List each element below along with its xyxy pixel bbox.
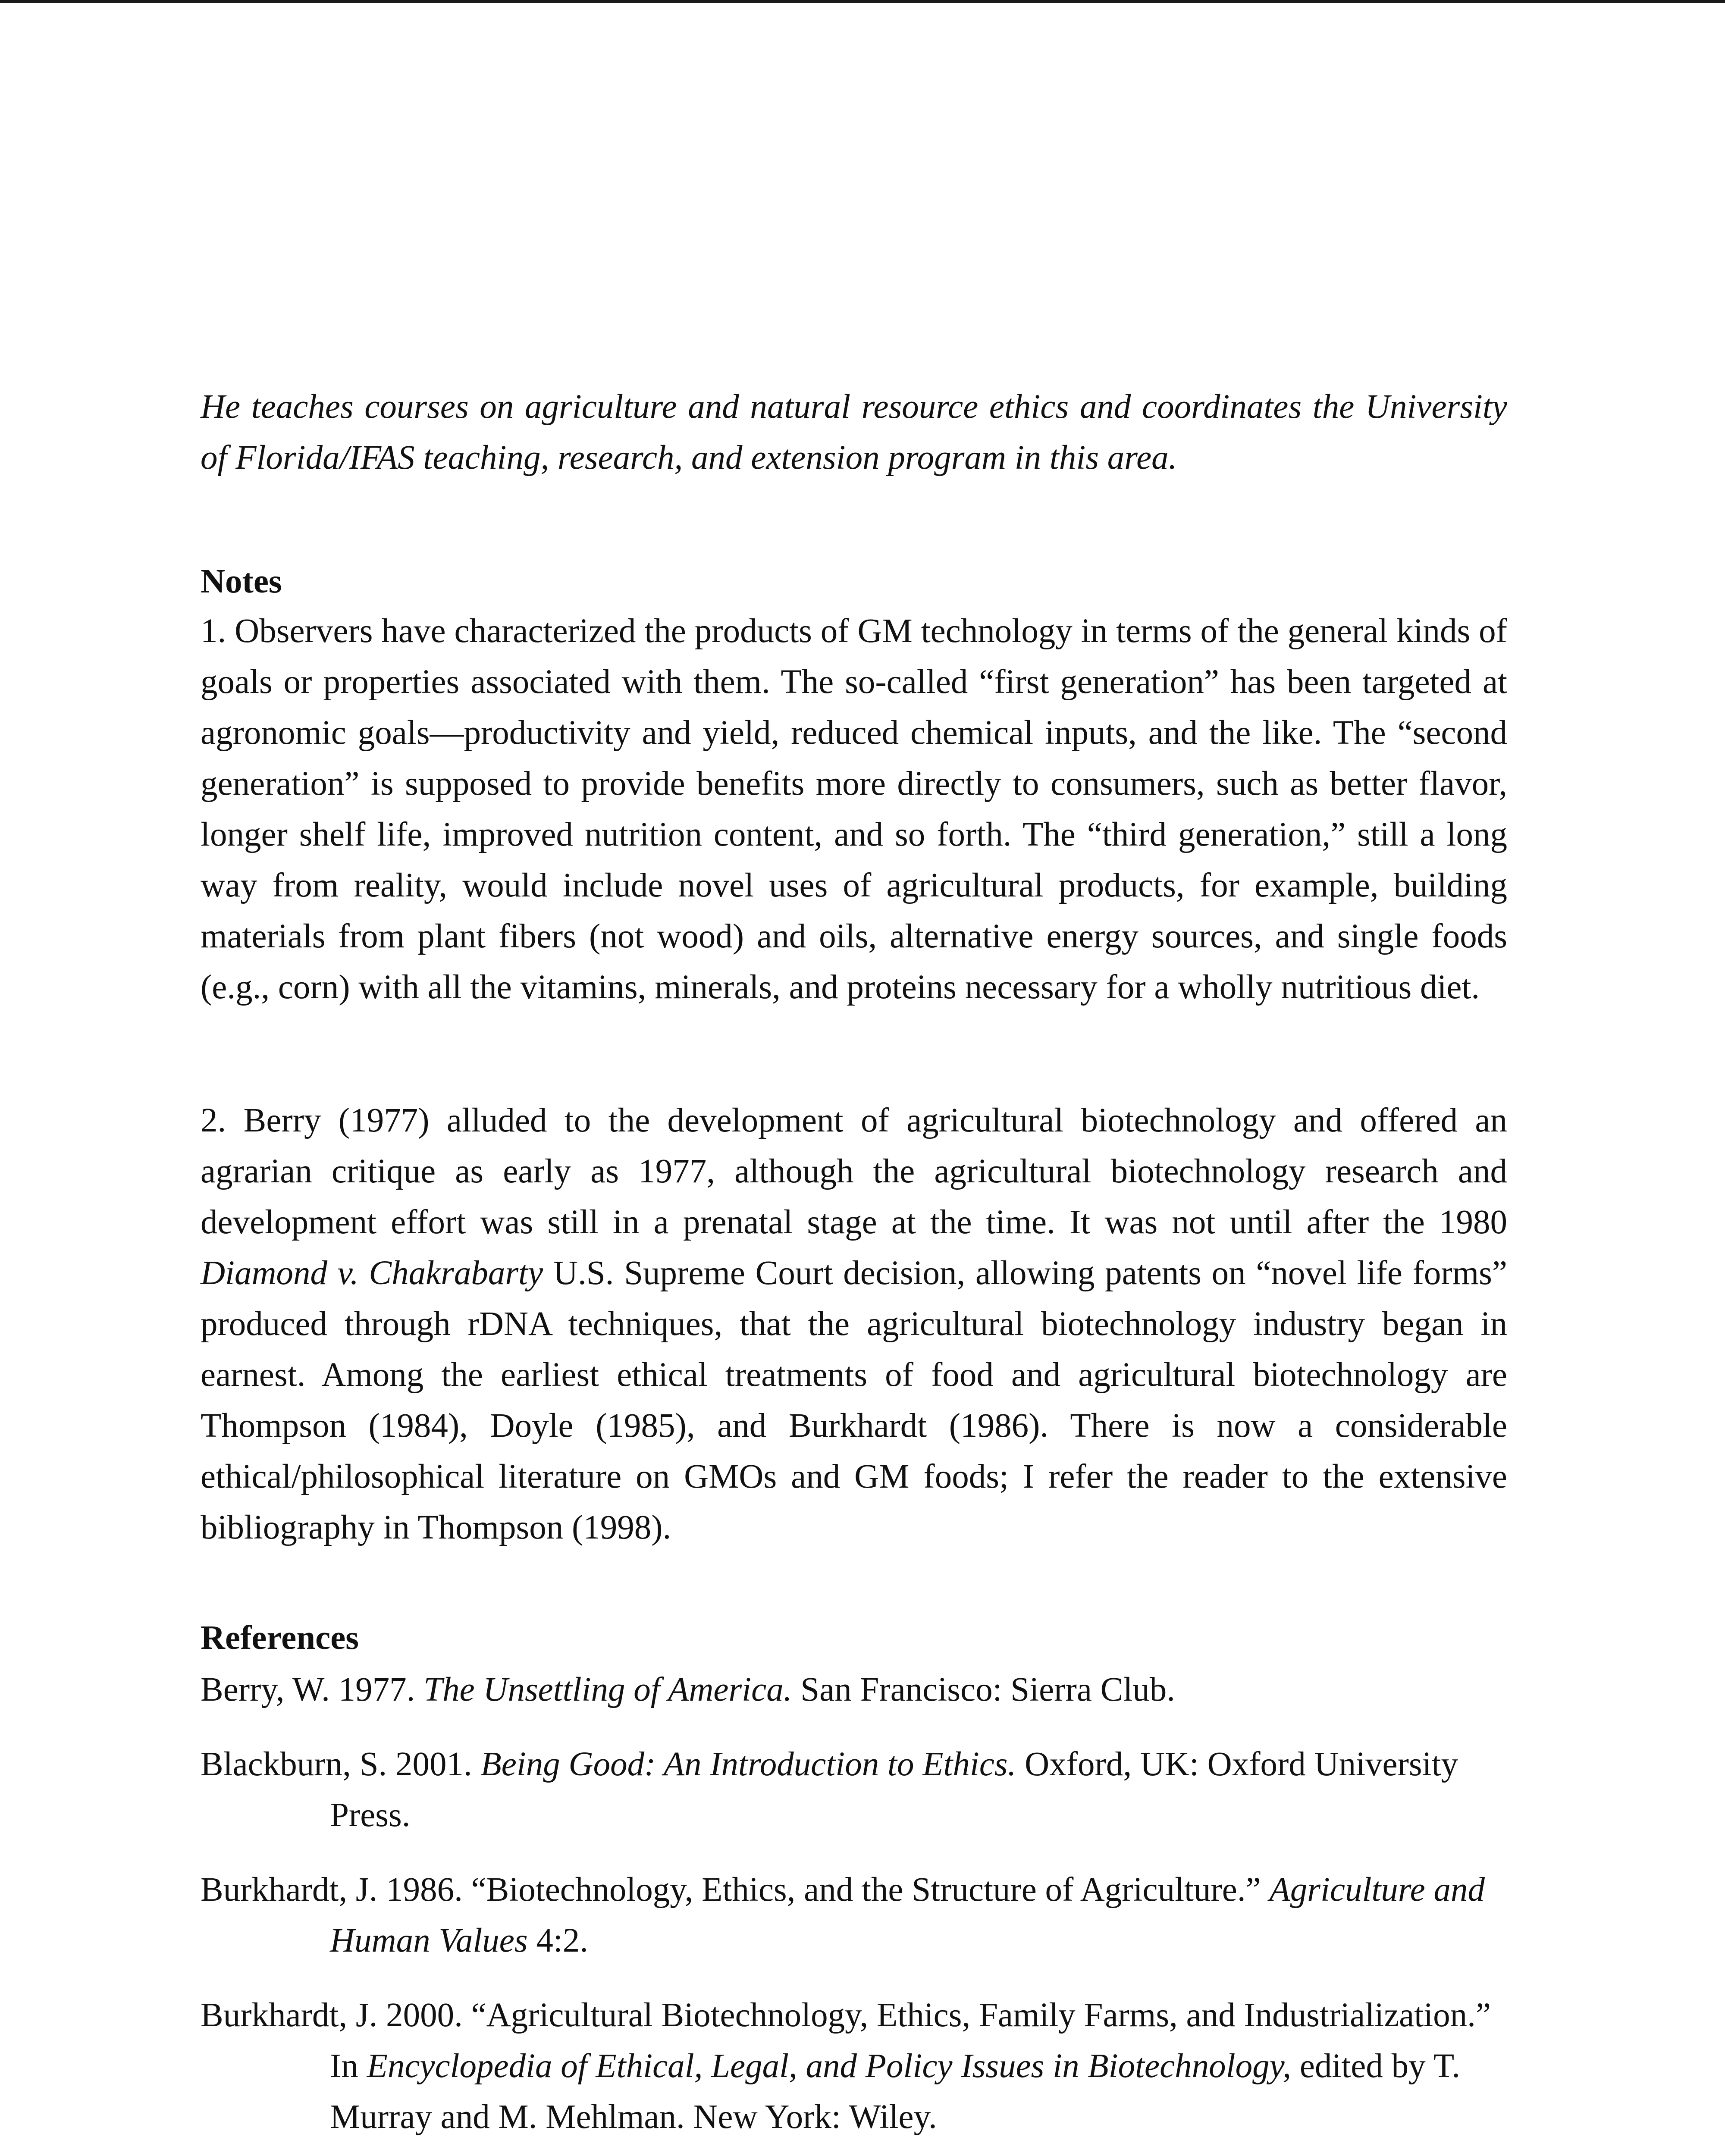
reference-title: Agriculture and Human Values (330, 1871, 1485, 1959)
reference-item (201, 1990, 1507, 2143)
reference-author: Burkhardt, J. 2000. “Agricultural Biotechnology, Ethics, Family Farms, and Industrialization.” In (201, 1996, 1491, 2085)
note-2-case-name: Diamond v. Chakrabarty (201, 1254, 543, 1292)
references-list (201, 1664, 1507, 2156)
reference-title: Being Good: An Introduction to Ethics. (480, 1745, 1016, 1783)
reference-author: Blackburn, S. 2001. (201, 1745, 481, 1783)
reference-title: Encyclopedia of Ethical, Legal, and Policy Issues in Biotechnology, (367, 2047, 1292, 2085)
reference-publisher: 4:2. (527, 1922, 589, 1959)
references-heading: References (201, 1619, 359, 1657)
reference-publisher: Oxford, UK: Oxford University Press. (330, 1745, 1458, 1834)
reference-item (201, 1739, 1507, 1841)
notes-heading: Notes (201, 563, 282, 600)
note-1 (201, 606, 1507, 1013)
top-rule (0, 0, 1725, 3)
reference-item (201, 1865, 1507, 1966)
reference-item (201, 1664, 1507, 1715)
reference-publisher: edited by T. Murray and M. Mehlman. New York: Wiley. (330, 2047, 1461, 2136)
reference-publisher: San Francisco: Sierra Club. (792, 1671, 1176, 1708)
note-1-text: 1. Observers have characterized the products of GM technology in terms of the general kinds of goals or properties associated with them. The so-called “first generation” has been targeted at agronomic goals—productivity and yield, reduced chemical inputs, and the like. The “second generation” is supposed to provide benefits more directly to consumers, such as better flavor, longer shelf life, improved nutrition content, and so forth. The “third generation,” still a long way from reality, would include novel uses of agricultural products, for example, building materials from plant fibers (not wood) and oils, alternative energy sources, and single foods (e.g., corn) with all the vitamins, minerals, and proteins necessary for a wholly nutritious diet. (201, 612, 1507, 1006)
note-2 (201, 1095, 1507, 1553)
note-2-text-end: U.S. Supreme Court decision, allowing patents on “novel life forms” produced through rDNA techniques, that the agricultural biotechnology industry began in earnest. Among the earliest ethical treatments of food and agricultural biotechnology are Thompson (1984), Doyle (1985), and Burkhardt (1986). There is now a considerable ethical/philosophical literature on GMOs and GM foods; I refer the reader to the extensive bibliography in Thompson (1998). (201, 1254, 1507, 1546)
reference-author: Burkhardt, J. 1986. “Biotechnology, Ethics, and the Structure of Agriculture.” (201, 1871, 1270, 1908)
reference-author: Berry, W. 1977. (201, 1671, 424, 1708)
author-bio: He teaches courses on agriculture and natural resource ethics and coordinates the University of Florida/IFAS teaching, research, and extension program in this area. (201, 388, 1507, 476)
note-2-text-start: 2. Berry (1977) alluded to the development of agricultural biotechnology and offered an agrarian critique as early as 1977, although the agricultural biotechnology research and development effort was still in a prenatal stage at the time. It was not until after the 1980 (201, 1102, 1507, 1241)
reference-title: The Unsettling of America. (423, 1671, 792, 1708)
